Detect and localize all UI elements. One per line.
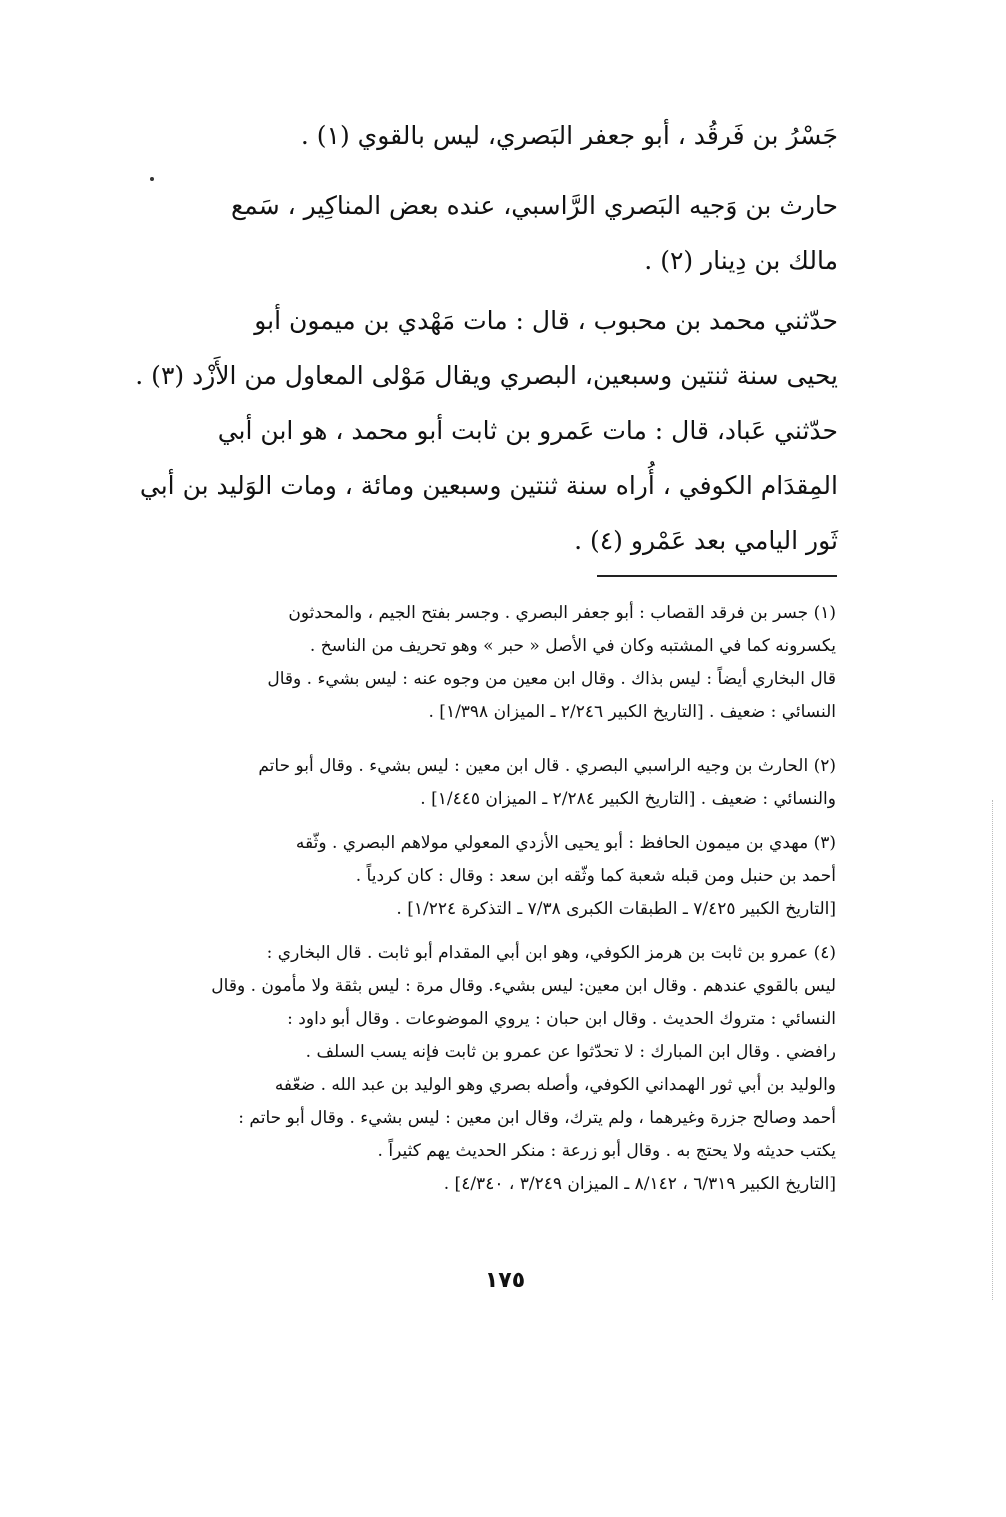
footnote-1 bbox=[136, 597, 836, 729]
footnote-line: يكسرونه كما في المشتبه وكان في الأصل « حبر » وهو تحريف من الناسخ . bbox=[309, 636, 836, 656]
main-text-line: حدّثني محمد بن محبوب ، قال : مات مَهْدي بن ميمون أبو bbox=[254, 306, 838, 335]
footnote-line: (٢) الحارث بن وجيه الراسبي البصري . قال ابن معين : ليس بشيء . وقال أبو حاتم bbox=[258, 756, 836, 776]
entry-amr bbox=[138, 403, 838, 568]
footnote-line: النسائي : متروك الحديث . وقال ابن حبان : يروي الموضوعات . وقال أبو داود : bbox=[287, 1009, 836, 1029]
footnote-line: (١) جسر بن فرقد القصاب : أبو جعفر البصري . وجسر بفتح الجيم ، والمحدثون bbox=[288, 603, 836, 623]
footnote-line: قال البخاري أيضاً : ليس بذاك . وقال ابن معين من وجوه عنه : ليس بشيء . وقال bbox=[267, 669, 836, 689]
footnote-line: (٣) مهدي بن ميمون الحافظ : أبو يحيى الأزدي المعولي مولاهم البصري . وثّقه bbox=[295, 833, 836, 853]
main-text-line: جَسْرُ بن فَرقُد ، أبو جعفر البَصري، ليس بالقوي (١) . bbox=[300, 121, 838, 150]
footnote-line: أحمد وصالح جزرة وغيرهما ، ولم يترك، وقال ابن معين : ليس بشيء . وقال أبو حاتم : bbox=[238, 1108, 836, 1128]
footnote-line: والوليد بن أبي ثور الهمداني الكوفي، وأصله بصري وهو الوليد بن عبد الله . ضعّفه bbox=[274, 1075, 836, 1095]
footnote-line: [التاريخ الكبير ٦/٣١٩ ، ٨/١٤٢ ـ الميزان ٣/٢٤٩ ، ٤/٣٤٠] . bbox=[443, 1174, 836, 1194]
main-text-line: حدّثني عَباد، قال : مات عَمرو بن ثابت أبو محمد ، هو ابن أبي bbox=[217, 416, 838, 445]
main-text-line: حارث بن وَجيه البَصري الرَّاسبي، عنده بعض المناكِير ، سَمع bbox=[230, 191, 838, 220]
footnote-line: [التاريخ الكبير ٧/٤٢٥ ـ الطبقات الكبرى ٧/٣٨ ـ التذكرة ١/٢٢٤] . bbox=[396, 899, 836, 919]
footnote-line: رافضي . وقال ابن المبارك : لا تحدّثوا عن عمرو بن ثابت فإنه يسب السلف . bbox=[305, 1042, 836, 1062]
footnote-line: يكتب حديثه ولا يحتج به . وقال أبو زرعة : منكر الحديث يهم كثيراً . bbox=[377, 1141, 836, 1161]
scan-edge-dots bbox=[992, 800, 997, 1300]
main-text-line: مالك بن دِينار (٢) . bbox=[644, 246, 838, 275]
footnote-2 bbox=[136, 750, 836, 816]
entry-mahdi bbox=[135, 293, 838, 403]
footnote-4 bbox=[136, 937, 836, 1201]
main-text-line: المِقدَام الكوفي ، أُراه سنة ثنتين وسبعين ومائة ، ومات الوَليد بن أبي bbox=[139, 471, 838, 500]
footnote-line: والنسائي : ضعيف . [التاريخ الكبير ٢/٢٨٤ ـ الميزان ١/٤٤٥] . bbox=[420, 789, 836, 809]
footnote-divider bbox=[597, 575, 837, 577]
main-text-line: ثَور اليامي بعد عَمْرو (٤) . bbox=[574, 526, 838, 555]
main-text-line: يحيى سنة ثنتين وسبعين، البصري ويقال مَوْلى المعاول من الأَزْد (٣) . bbox=[135, 361, 838, 390]
footnote-line: (٤) عمرو بن ثابت بن هرمز الكوفي، وهو ابن أبي المقدام أبو ثابت . قال البخاري : bbox=[266, 943, 836, 963]
entry-jasr bbox=[138, 108, 838, 163]
footnote-line: النسائي : ضعيف . [التاريخ الكبير ٢/٢٤٦ ـ الميزان ١/٣٩٨] . bbox=[428, 702, 836, 722]
page-number: ١٧٥ bbox=[484, 1268, 526, 1293]
footnote-line: أحمد بن حنبل ومن قبله شعبة كما وثّقه ابن سعد : وقال : كان كردياً . bbox=[355, 866, 836, 886]
footnote-3 bbox=[136, 827, 836, 926]
footnote-line: ليس بالقوي عندهم . وقال ابن معين: ليس بشيء. وقال مرة : ليس بثقة ولا مأمون . وقال bbox=[211, 976, 836, 996]
entry-harith bbox=[138, 178, 838, 288]
